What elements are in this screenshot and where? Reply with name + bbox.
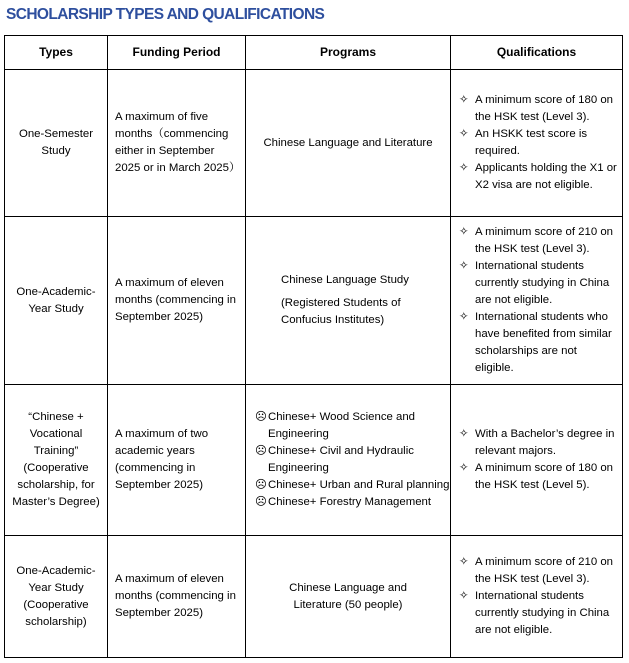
table-row [5, 70, 623, 217]
list-item [255, 494, 450, 511]
page-title: SCHOLARSHIP TYPES AND QUALIFICATIONS [6, 6, 325, 23]
funding-cell: A maximum of two academic years (commencing in September 2025) [108, 385, 246, 536]
list-item [459, 92, 618, 126]
funding-cell: A maximum of eleven months (commencing in September 2025) [108, 536, 246, 658]
list-item [459, 160, 618, 194]
program-item-text: Chinese+ Wood Science and Engineering [268, 411, 416, 440]
program-item-text: Chinese+ Civil and Hydraulic Engineering [268, 445, 414, 474]
type-text: One-Academic-Year Study [16, 285, 96, 315]
type-text: One-Semester Study [18, 128, 94, 157]
funding-cell: A maximum of eleven months (commencing in September 2025) [108, 217, 246, 385]
qualifications-cell [451, 536, 623, 658]
qualification-text: A minimum score of 180 on the HSK test (Level 3). [475, 94, 614, 123]
type-cell [5, 217, 108, 385]
scholarship-table [4, 35, 623, 658]
sparkle-bullet-icon: ✧ [459, 162, 469, 174]
header-qualifications: Qualifications [451, 36, 623, 70]
type-text: One-Academic-Year Study (Cooperative scholarship) [16, 564, 96, 628]
sparkle-bullet-icon: ✧ [459, 226, 469, 238]
program-cell: Chinese Language and Literature [246, 70, 451, 217]
program-text: Chinese Language Study [281, 274, 409, 286]
list-item [459, 224, 618, 258]
header-programs: Programs [246, 36, 451, 70]
header-types: Types [5, 36, 108, 70]
sparkle-bullet-icon: ✧ [459, 556, 469, 568]
qualification-text: With a Bachelor’s degree in relevant majors. [475, 428, 615, 457]
program-cell: Chinese Language and Literature (50 people) [246, 536, 451, 658]
qualifications-cell [451, 217, 623, 385]
frown-bullet-icon: ☹ [255, 445, 267, 457]
program-cell [246, 217, 451, 385]
list-item [459, 126, 618, 160]
qualification-text: International students currently studying in China are not eligible. [475, 260, 610, 306]
program-item-text: Chinese+ Forestry Management [268, 496, 432, 508]
list-item [459, 588, 618, 639]
list-item [459, 426, 618, 460]
header-row [5, 36, 623, 70]
qualification-text: A minimum score of 180 on the HSK test (Level 5). [475, 462, 614, 491]
program-cell [246, 385, 451, 536]
type-cell [5, 70, 108, 217]
type-cell [5, 536, 108, 658]
table-row [5, 536, 623, 658]
sparkle-bullet-icon: ✧ [459, 94, 469, 106]
funding-cell: A maximum of five months（commencing either in September 2025 or in March 2025） [108, 70, 246, 217]
frown-bullet-icon: ☹ [255, 496, 267, 508]
qualification-text: International students currently studying in China are not eligible. [475, 590, 610, 636]
sparkle-bullet-icon: ✧ [459, 590, 469, 602]
qualification-text: A minimum score of 210 on the HSK test (Level 3). [475, 556, 614, 585]
list-item [255, 477, 450, 494]
frown-bullet-icon: ☹ [255, 411, 267, 423]
list-item [255, 443, 450, 477]
header-funding-period: Funding Period [108, 36, 246, 70]
list-item [459, 460, 618, 494]
sparkle-bullet-icon: ✧ [459, 260, 469, 272]
sparkle-bullet-icon: ✧ [459, 462, 469, 474]
list-item [459, 554, 618, 588]
qualification-text: An HSKK test score is required. [475, 128, 588, 157]
qualifications-cell [451, 385, 623, 536]
type-text: “Chinese + Vocational Training” (Cooperative scholarship, for Master’s Degree) [12, 411, 100, 508]
sparkle-bullet-icon: ✧ [459, 311, 469, 323]
qualification-text: Applicants holding the X1 or X2 visa are not eligible. [475, 162, 617, 191]
table-row [5, 385, 623, 536]
list-item [459, 258, 618, 309]
sparkle-bullet-icon: ✧ [459, 428, 469, 440]
frown-bullet-icon: ☹ [255, 479, 267, 491]
program-note: (Registered Students of Confucius Institutes) [281, 297, 401, 326]
qualification-text: A minimum score of 210 on the HSK test (Level 3). [475, 226, 614, 255]
program-item-text: Chinese+ Urban and Rural planning [268, 479, 450, 491]
qualifications-cell [451, 70, 623, 217]
type-cell [5, 385, 108, 536]
list-item [459, 309, 618, 377]
qualification-text: International students who have benefited from similar scholarships are not eligible. [475, 311, 612, 374]
list-item [255, 409, 450, 443]
table-row [5, 217, 623, 385]
sparkle-bullet-icon: ✧ [459, 128, 469, 140]
